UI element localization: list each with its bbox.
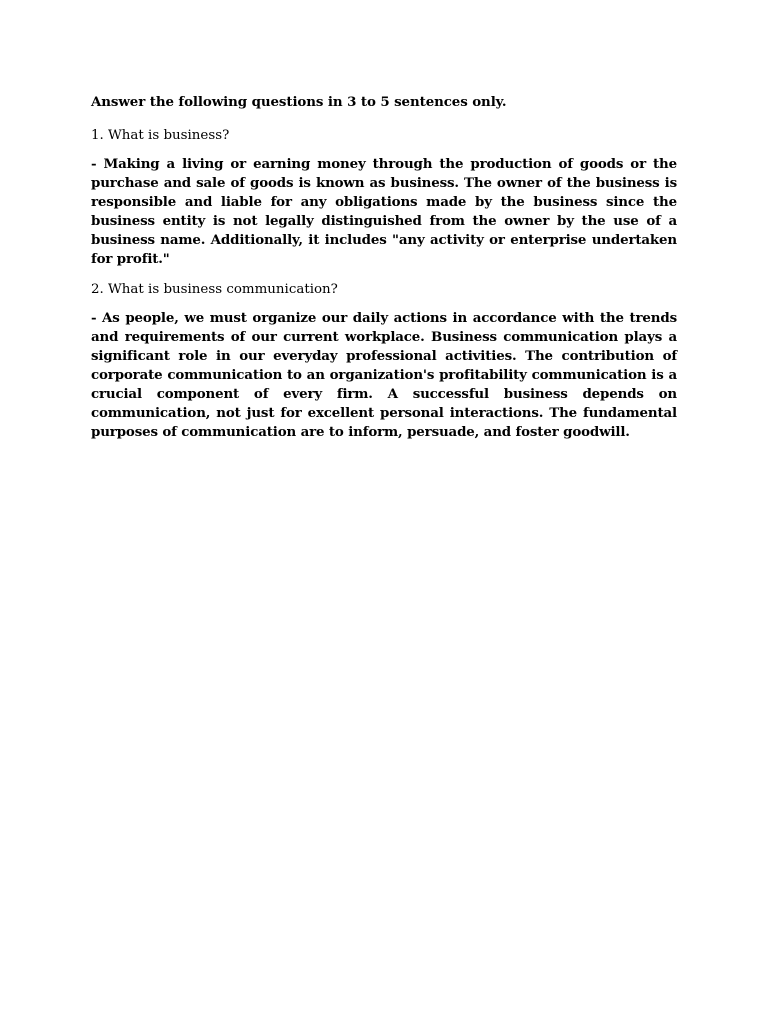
answer-1: - Making a living or earning money through the production of goods or the purchase and sale of goods is known as business. The owner of the business is responsible and liable for any obligations made by the business since the business entity is not legally distinguished from the owner by the use of a business name. Additionally, it includes "any activity or enterprise undertaken for profit." xyxy=(91,156,677,267)
answer-2: - As people, we must organize our daily actions in accordance with the trends and requirements of our current workplace. Business communication plays a significant role in our everyday professional activities. The contribution of corporate communication to an organization's profitability communication is a crucial component of every firm. A successful business depends on communication, not just for excellent personal interactions. The fundamental purposes of communication are to inform, persuade, and foster goodwill. xyxy=(91,310,677,440)
question-1: 1. What is business? xyxy=(91,128,230,143)
document-body xyxy=(91,93,677,453)
instruction-text: Answer the following questions in 3 to 5 sentences only. xyxy=(91,94,507,110)
question-2: 2. What is business communication? xyxy=(91,282,338,297)
